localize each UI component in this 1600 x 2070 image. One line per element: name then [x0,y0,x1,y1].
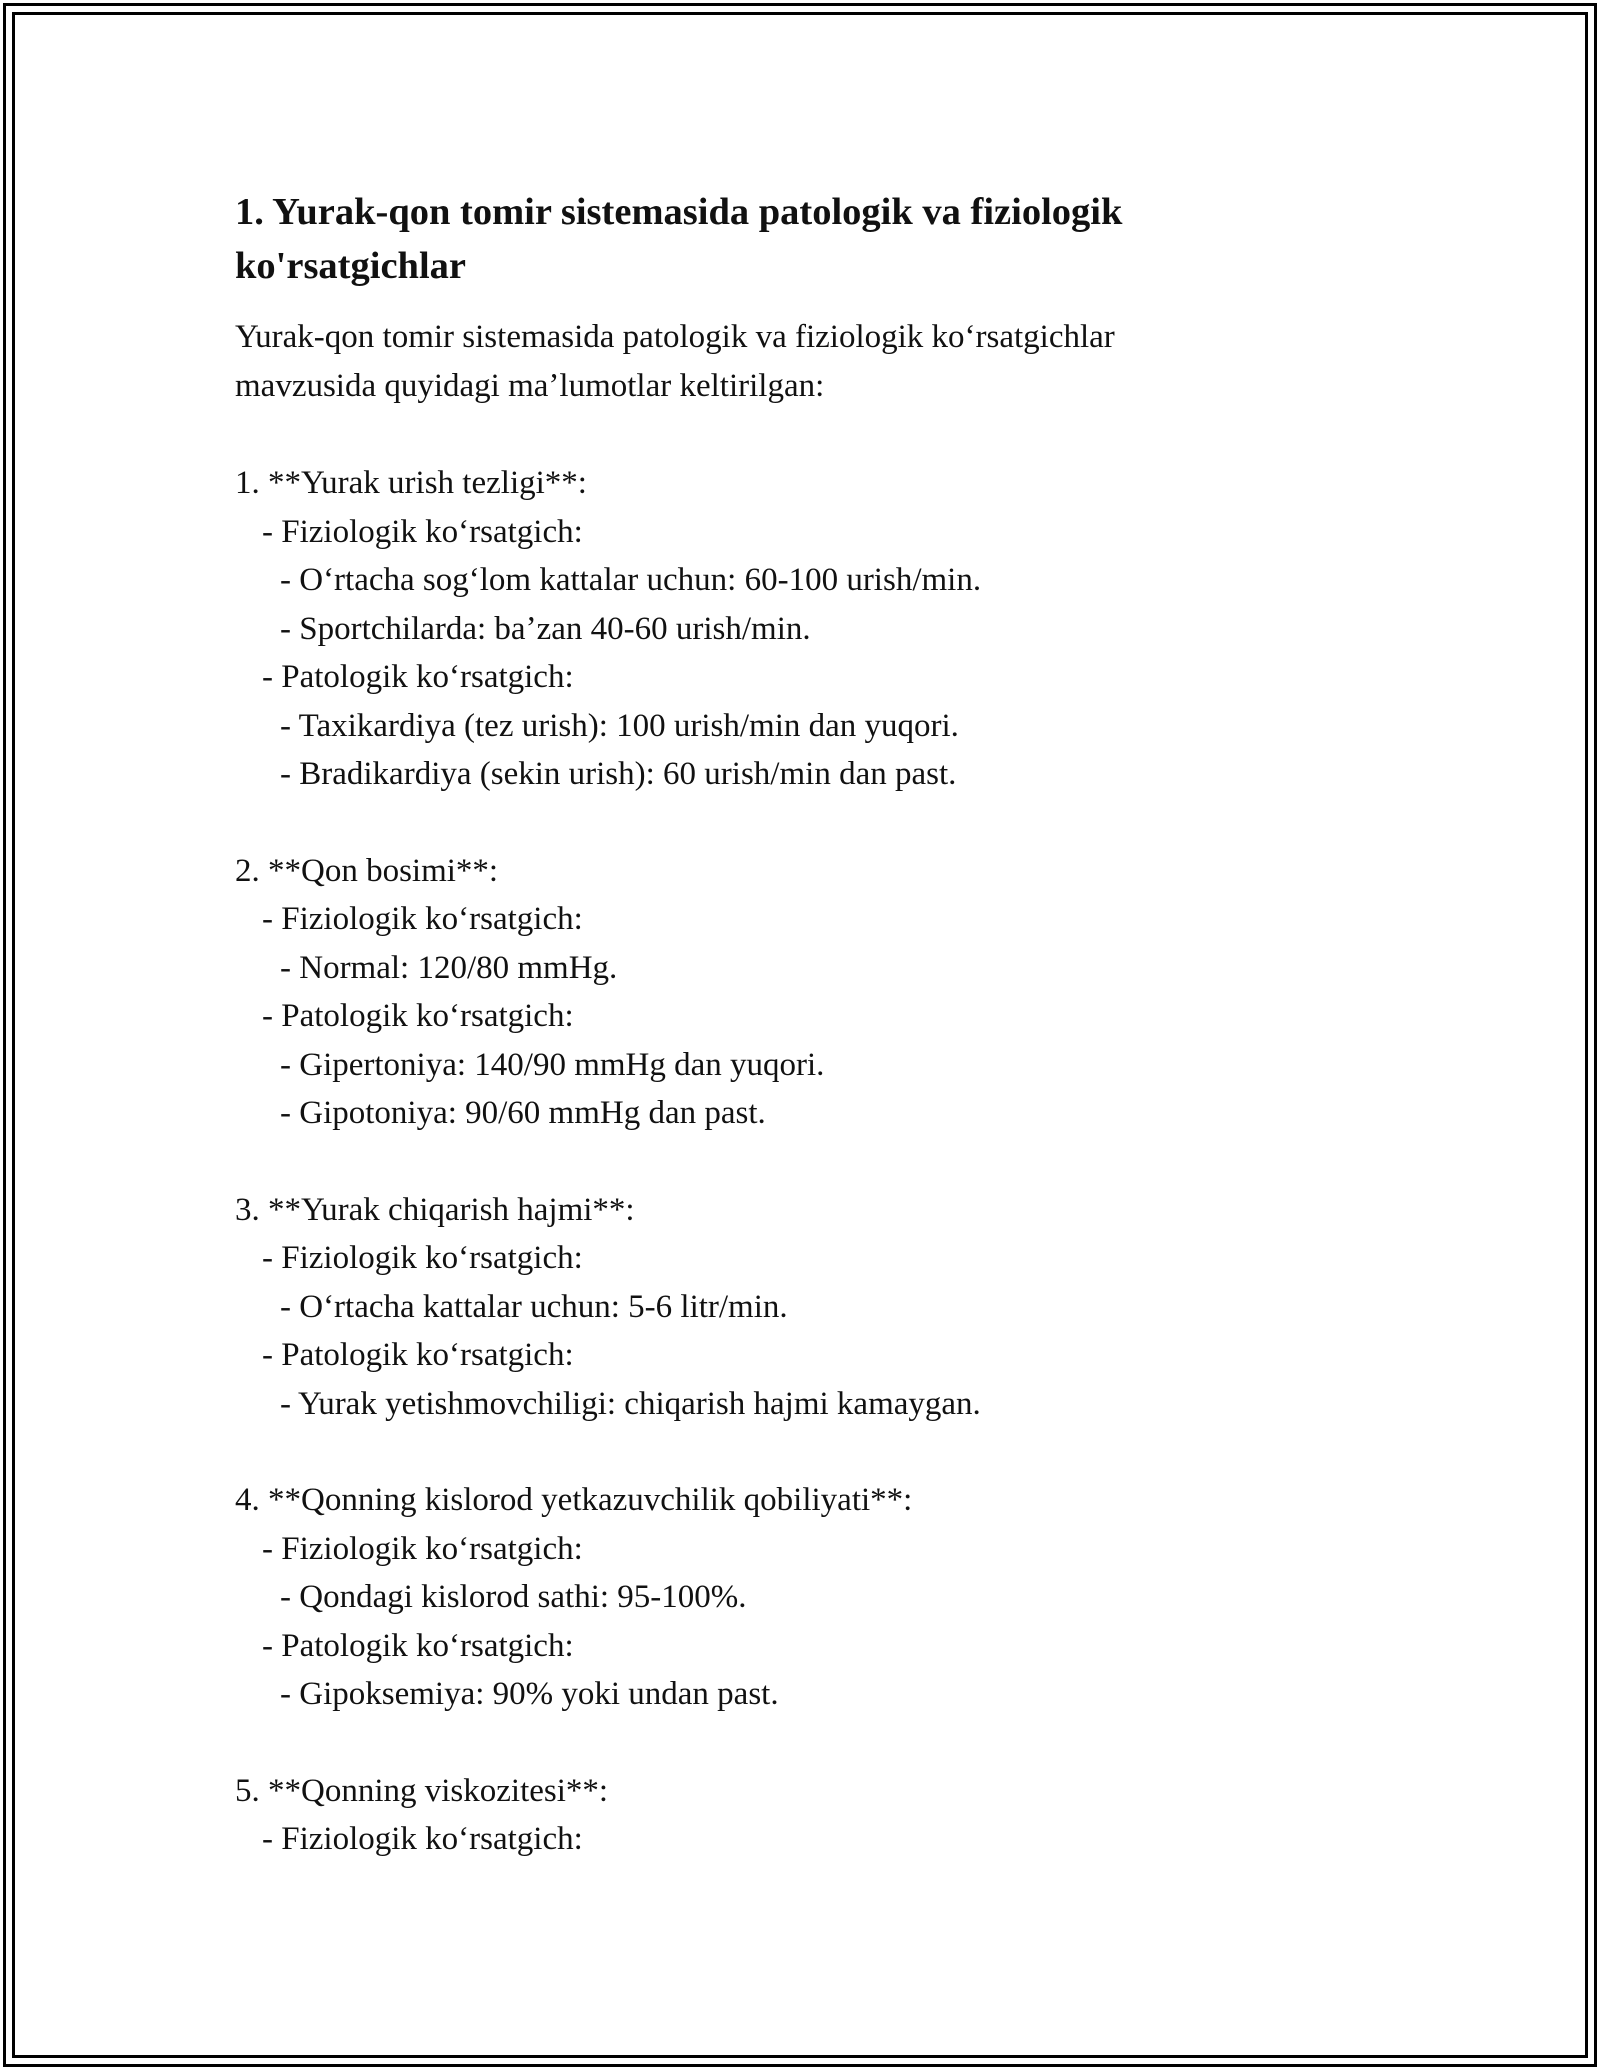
list-item: - Yurak yetishmovchiligi: chiqarish hajmi kamaygan. [280,1385,981,1422]
list-subheading: - Fiziologik koʻrsatgich: [262,1530,583,1567]
section-title: 4. **Qonning kislorod yetkazuvchilik qobiliyati**: [235,1482,913,1518]
intro-paragraph [235,313,1365,411]
list-subheading: - Fiziologik koʻrsatgich: [262,1240,583,1276]
list-item: - Oʻrtacha sogʻlom kattalar uchun: 60-100 urish/min. [280,562,982,598]
list-subheading: - Patologik koʻrsatgich: [262,998,574,1034]
list-item: - Sportchilarda: baʼzan 40-60 urish/min. [280,610,811,647]
list-item: - Taxikardiya (tez urish): 100 urish/min dan yuqori. [280,707,959,744]
list-item: - Bradikardiya (sekin urish): 60 urish/min dan past. [280,756,957,792]
list-subheading: - Fiziologik koʻrsatgich: [262,513,583,550]
list-subheading: - Patologik koʻrsatgich: [262,1627,574,1664]
section-title: 5. **Qonning viskozitesi**: [235,1772,609,1809]
section-4 [235,1476,1365,1719]
section-title: 1. **Yurak urish tezligi**: [235,465,587,501]
sections-list [235,459,1365,1864]
intro-line-2: mavzusida quyidagi maʼlumotlar keltirilgan: [235,368,825,404]
list-subheading: - Fiziologik koʻrsatgich: [262,901,583,937]
list-item: - Gipoksemiya: 90% yoki undan past. [280,1676,779,1712]
page-title-line-2: ko'rsatgichlar [235,245,466,287]
section-5 [235,1767,1365,1864]
list-subheading: - Patologik koʻrsatgich: [262,659,574,695]
section-3 [235,1186,1365,1429]
list-subheading: - Patologik koʻrsatgich: [262,1337,574,1373]
list-item: - Gipertoniya: 140/90 mmHg dan yuqori. [280,1046,825,1083]
document-body [235,185,1365,1864]
section-2 [235,847,1365,1138]
section-title: 3. **Yurak chiqarish hajmi**: [235,1191,635,1228]
list-item: - Gipotoniya: 90/60 mmHg dan past. [280,1095,766,1131]
section-1 [235,459,1365,799]
intro-line-1: Yurak-qon tomir sistemasida patologik va fiziologik koʻrsatgichlar [235,319,1115,355]
section-title: 2. **Qon bosimi**: [235,852,499,889]
list-item: - Normal: 120/80 mmHg. [280,949,618,986]
page-title [235,185,1365,293]
list-item: - Qondagi kislorod sathi: 95-100%. [280,1579,747,1615]
page-title-line-1: 1. Yurak-qon tomir sistemasida patologik va fiziologik [235,191,1123,233]
list-item: - Oʻrtacha kattalar uchun: 5-6 litr/min. [280,1288,788,1325]
list-subheading: - Fiziologik koʻrsatgich: [262,1821,583,1857]
